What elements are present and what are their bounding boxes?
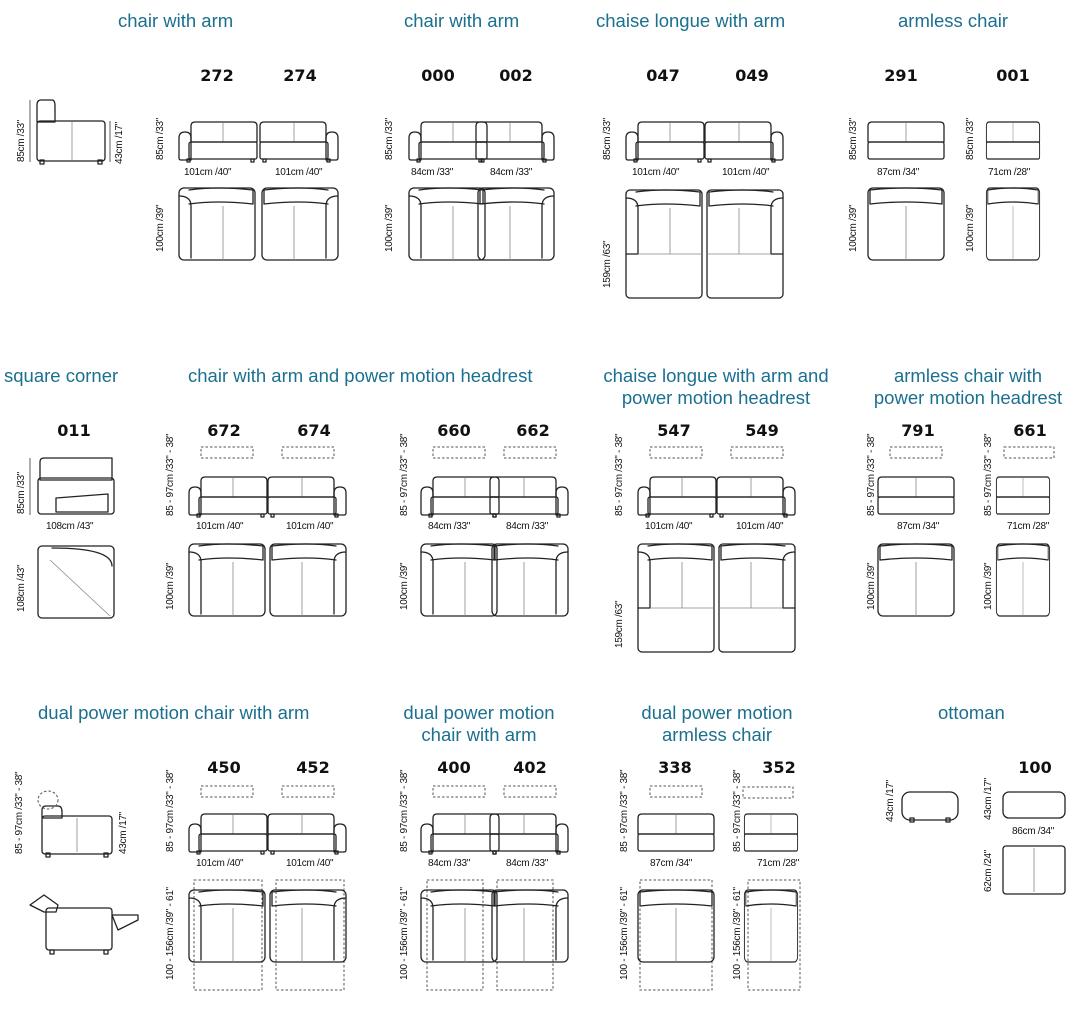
width-402: 84cm /33" — [506, 858, 548, 869]
height-047: 85cm /33" — [602, 118, 613, 160]
code-001: 001 — [996, 66, 1030, 85]
title-armless-chair: armless chair — [898, 10, 1008, 31]
width-049: 101cm /40" — [722, 167, 770, 178]
width-450: 101cm /40" — [196, 858, 244, 869]
code-450: 450 — [207, 758, 241, 777]
title-chair-with-arm-2: chair with arm — [404, 10, 520, 31]
width-674: 101cm /40" — [286, 521, 334, 532]
depth-791: 100cm /39" — [866, 562, 877, 610]
height-338: 85 - 97cm /33" - 38" — [619, 769, 630, 852]
width-001: 71cm /28" — [988, 167, 1030, 178]
depth-661: 100cm /39" — [983, 562, 994, 610]
title-chair-with-arm-1: chair with arm — [118, 10, 234, 31]
code-338: 338 — [658, 758, 692, 777]
width-274: 101cm /40" — [275, 167, 323, 178]
title-dual-arm-wide: dual power motion chair with arm — [38, 702, 310, 723]
code-400: 400 — [437, 758, 471, 777]
side-seat-dual: 43cm /17" — [118, 812, 129, 854]
width-400: 84cm /33" — [428, 858, 470, 869]
square-corner-drawing — [30, 458, 114, 618]
width-000: 84cm /33" — [411, 167, 453, 178]
title-chaise-longue: chaise longue with arm — [596, 10, 786, 31]
title-dual-arm-narrow: dual power motion chair with arm — [403, 702, 555, 745]
code-661: 661 — [1013, 421, 1047, 440]
code-547: 547 — [657, 421, 691, 440]
title-headrest-chaise: chaise longue with arm and power motion headrest — [603, 365, 829, 408]
ottoman-side-height: 43cm /17" — [885, 780, 896, 822]
width-291: 87cm /34" — [877, 167, 919, 178]
width-352: 71cm /28" — [757, 858, 799, 869]
depth-047: 159cm /63" — [602, 240, 613, 288]
title-dual-armless: dual power motion armless chair — [641, 702, 793, 745]
code-452: 452 — [296, 758, 330, 777]
depth-547: 159cm /63" — [614, 600, 625, 648]
depth-272: 100cm /39" — [155, 204, 166, 252]
side-height-dual: 85 - 97cm /33" - 38" — [14, 771, 25, 854]
depth-338: 100 - 156cm /39" - 61" — [619, 887, 630, 980]
code-047: 047 — [646, 66, 680, 85]
title-square-corner: square corner — [4, 365, 119, 386]
width-547: 101cm /40" — [645, 521, 693, 532]
depth-011: 108cm /43" — [16, 564, 27, 612]
height-672: 85 - 97cm /33" - 38" — [165, 433, 176, 516]
code-049: 049 — [735, 66, 769, 85]
code-291: 291 — [884, 66, 918, 85]
width-338: 87cm /34" — [650, 858, 692, 869]
width-660: 84cm /33" — [428, 521, 470, 532]
side-view-row1 — [30, 100, 110, 164]
height-660: 85 - 97cm /33" - 38" — [399, 433, 410, 516]
code-272: 272 — [200, 66, 234, 85]
depth-672: 100cm /39" — [165, 562, 176, 610]
height-291: 85cm /33" — [848, 118, 859, 160]
code-791: 791 — [901, 421, 935, 440]
depth-450: 100 - 156cm /39" - 61" — [165, 887, 176, 980]
width-011: 108cm /43" — [46, 521, 94, 532]
code-274: 274 — [283, 66, 317, 85]
code-672: 672 — [207, 421, 241, 440]
depth-660: 100cm /39" — [399, 562, 410, 610]
width-661: 71cm /28" — [1007, 521, 1049, 532]
code-662: 662 — [516, 421, 550, 440]
width-662: 84cm /33" — [506, 521, 548, 532]
code-660: 660 — [437, 421, 471, 440]
height-450: 85 - 97cm /33" - 38" — [165, 769, 176, 852]
depth-291: 100cm /39" — [848, 204, 859, 252]
width-549: 101cm /40" — [736, 521, 784, 532]
side-seat-row1: 43cm /17" — [114, 122, 125, 164]
depth-352: 100 - 156cm /39" - 61" — [732, 887, 743, 980]
height-000: 85cm /33" — [384, 118, 395, 160]
height-272: 85cm /33" — [155, 118, 166, 160]
title-headrest-armless: armless chair with power motion headrest — [873, 365, 1063, 408]
height-011: 85cm /33" — [16, 472, 27, 514]
title-ottoman: ottoman — [938, 702, 1005, 723]
code-674: 674 — [297, 421, 331, 440]
width-100: 86cm /34" — [1012, 826, 1054, 837]
width-002: 84cm /33" — [490, 167, 532, 178]
code-352: 352 — [762, 758, 796, 777]
height-547: 85 - 97cm /33" - 38" — [614, 433, 625, 516]
side-height-row1: 85cm /33" — [16, 120, 27, 162]
height-791: 85 - 97cm /33" - 38" — [866, 433, 877, 516]
height-001: 85cm /33" — [965, 118, 976, 160]
depth-400: 100 - 156cm /39" - 61" — [399, 887, 410, 980]
width-452: 101cm /40" — [286, 858, 334, 869]
width-272: 101cm /40" — [184, 167, 232, 178]
width-791: 87cm /34" — [897, 521, 939, 532]
code-549: 549 — [745, 421, 779, 440]
code-100: 100 — [1018, 758, 1052, 777]
width-672: 101cm /40" — [196, 521, 244, 532]
code-402: 402 — [513, 758, 547, 777]
ottoman-height: 43cm /17" — [983, 778, 994, 820]
code-000: 000 — [421, 66, 455, 85]
ottoman-depth: 62cm /24" — [983, 850, 994, 892]
height-352: 85 - 97cm /33" - 38" — [732, 769, 743, 852]
height-400: 85 - 97cm /33" - 38" — [399, 769, 410, 852]
code-011: 011 — [57, 421, 91, 440]
depth-000: 100cm /39" — [384, 204, 395, 252]
width-047: 101cm /40" — [632, 167, 680, 178]
code-002: 002 — [499, 66, 533, 85]
depth-001: 100cm /39" — [965, 204, 976, 252]
title-headrest-arm: chair with arm and power motion headrest — [188, 365, 533, 386]
height-661: 85 - 97cm /33" - 38" — [983, 433, 994, 516]
